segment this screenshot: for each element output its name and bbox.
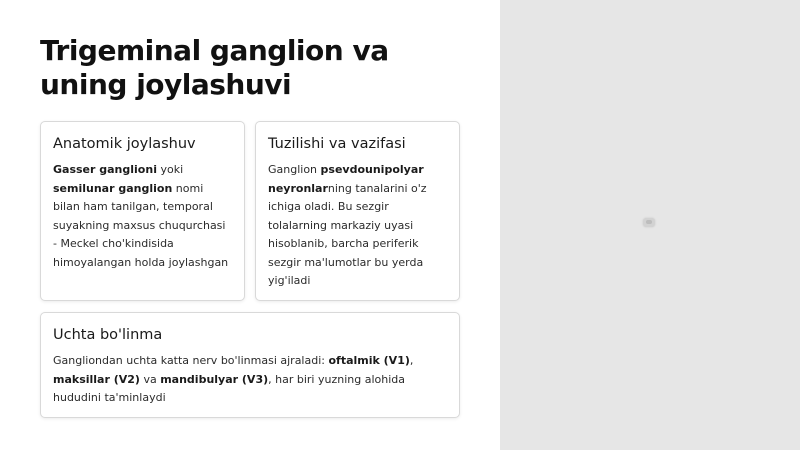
emphasized-term: maksillar (V2) xyxy=(53,372,140,386)
broken-image-icon xyxy=(643,218,655,227)
emphasized-term: Gasser ganglioni xyxy=(53,163,157,176)
body-text: ning tanalarini o'z ichiga oladi. Bu sezgir tolalarning markaziy uyasi hisoblanib, barcha periferik sezgir ma'lumotlar bu yerda yig'iladi xyxy=(268,181,427,287)
body-text: Gangliondan uchta katta nerv bo'linmasi ajraladi: xyxy=(53,354,329,367)
card-heading: Uchta bo'linma xyxy=(53,327,163,343)
card-heading: Tuzilishi va vazifasi xyxy=(268,136,406,152)
emphasized-term: psevdounipolyar neyronlar xyxy=(268,163,424,195)
body-text: , har biri yuzning alohida hududini ta'minlaydi xyxy=(53,372,405,404)
body-text: va xyxy=(139,372,161,386)
card-body xyxy=(268,161,447,291)
body-text: Ganglion xyxy=(268,163,321,176)
emphasized-term: mandibulyar (V3) xyxy=(160,372,269,386)
card-body xyxy=(53,352,447,408)
body-text: yoki xyxy=(156,163,184,176)
card-heading: Anatomik joylashuv xyxy=(53,136,196,152)
emphasized-term: semilunar ganglion xyxy=(53,181,173,195)
image-panel xyxy=(500,0,800,450)
emphasized-term: oftalmik (V1) xyxy=(328,354,410,367)
body-text: nomi bilan ham tanilgan, temporal suyakning maxsus chuqurchasi - Meckel cho'kindisida himoyalangan holda joylashgan xyxy=(53,181,229,269)
slide-title: Trigeminal ganglion va uning joylashuvi xyxy=(40,34,389,101)
card-structure-function xyxy=(255,121,460,301)
card-anatomical-location xyxy=(40,121,245,301)
body-text: , xyxy=(409,354,414,367)
card-three-divisions xyxy=(40,312,460,418)
card-body xyxy=(53,161,232,272)
